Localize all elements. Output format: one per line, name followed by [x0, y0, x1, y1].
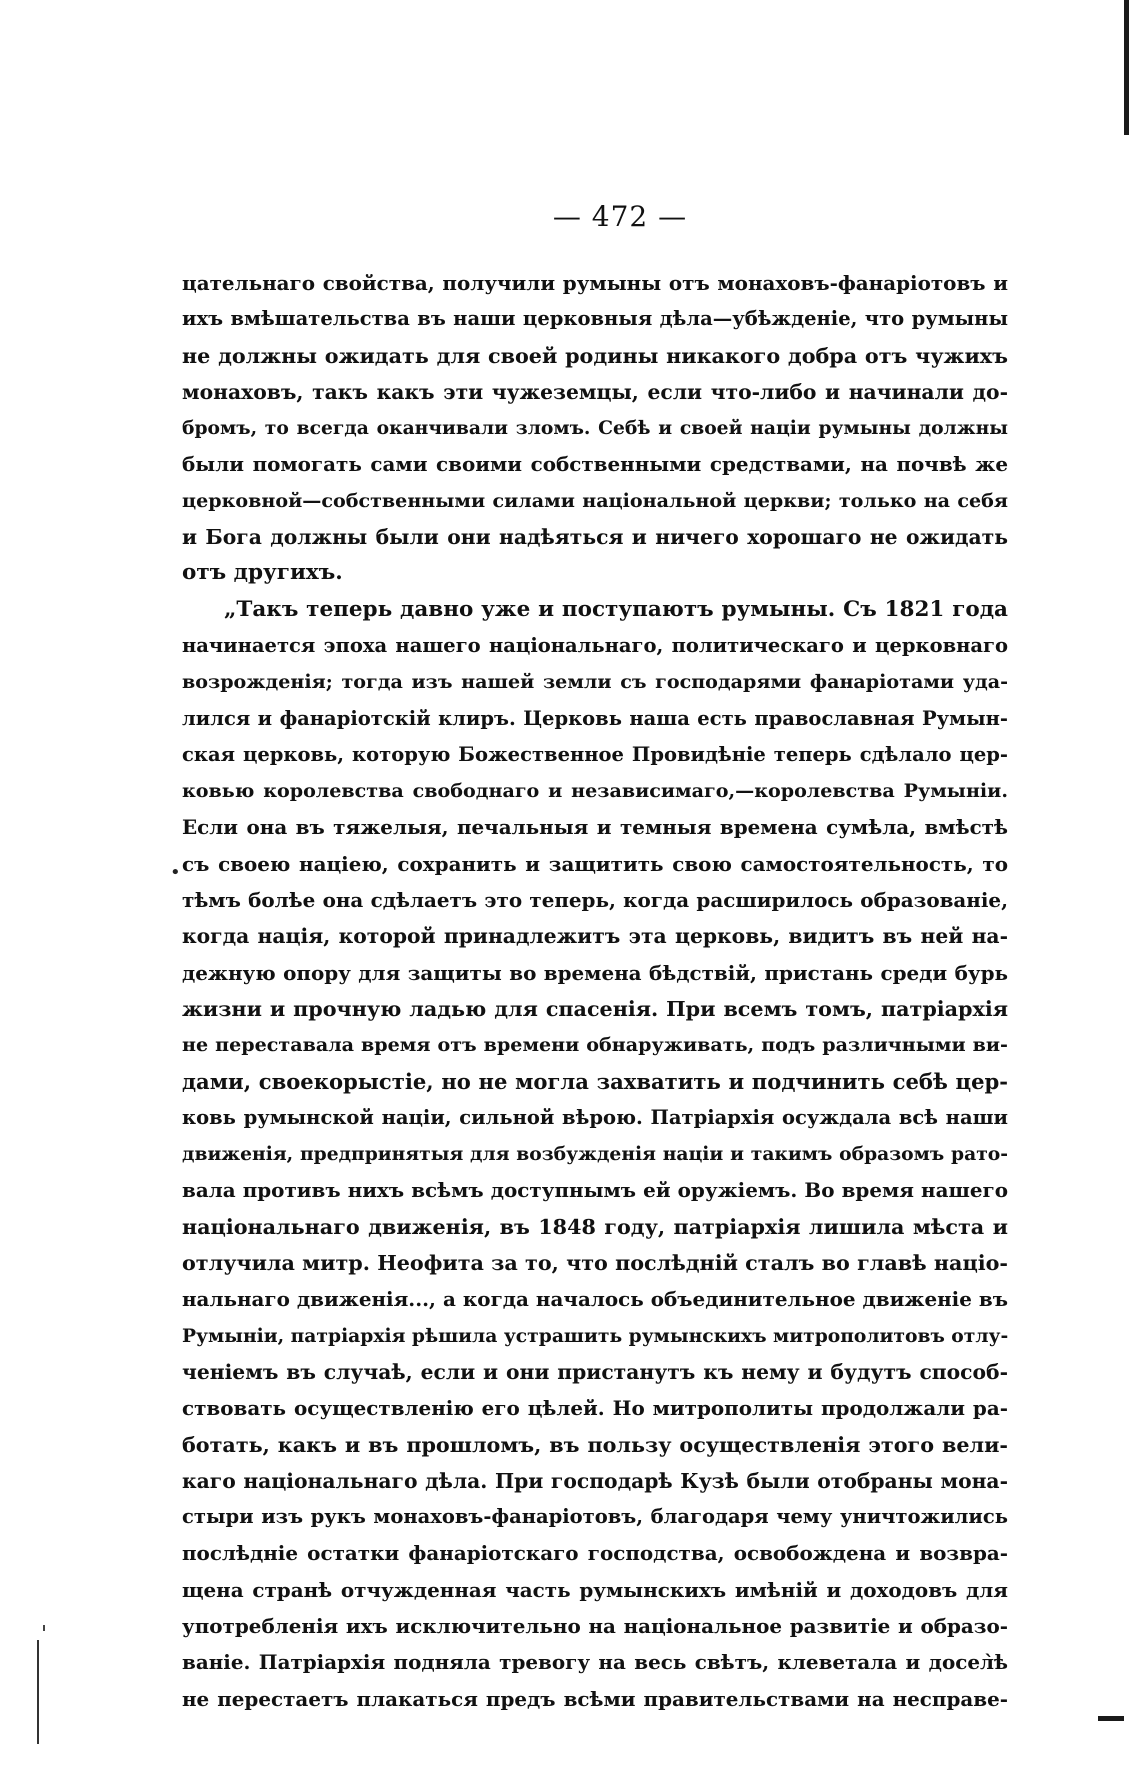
scan-edge-mark: [37, 1640, 39, 1744]
text-line: ваніе. Патріархія подняла тревогу на весь свѣтъ, клеветала и досел̀ѣ: [182, 1650, 1008, 1675]
text-line: монаховъ, такъ какъ эти чужеземцы, если что-либо и начинали до-: [182, 379, 1008, 404]
text-line: были помогать сами своими собственными средствами, на почвѣ же: [182, 452, 1008, 477]
text-line: вала противъ нихъ всѣмъ доступнымъ ей оружіемъ. Во время нашего: [182, 1178, 1008, 1203]
text-line: возрожденія; тогда изъ нашей земли съ господарями фанаріотами уда-: [182, 670, 1008, 694]
text-line: послѣдніе остатки фанаріотскаго господства, освобождена и возвра-: [182, 1541, 1008, 1566]
text-line: бромъ, то всегда оканчивали зломъ. Себѣ и своей націи румыны должны: [182, 417, 1008, 440]
text-line: движенія, предпринятыя для возбужденія націи и такимъ образомъ рато-: [182, 1143, 1008, 1166]
scan-edge-mark: [1124, 0, 1129, 135]
text-line: ихъ вмѣшательства въ наши церковныя дѣла—убѣжденіе, что румыны: [182, 307, 1008, 331]
text-line: жизни и прочную ладью для спасенія. При всемъ томъ, патріархія: [182, 996, 1008, 1021]
text-line: нальнаго движенія..., а когда началось объединительное движеніе въ: [182, 1287, 1008, 1312]
text-line: ботать, какъ и въ прошломъ, въ пользу осуществленія этого вели-: [182, 1432, 1008, 1457]
body-text: [182, 265, 1008, 1717]
page-number: — 472 —: [552, 200, 688, 233]
text-line: и Бога должны были они надѣяться и ничего хорошаго не ожидать: [182, 525, 1008, 550]
text-line: національнаго движенія, въ 1848 году, патріархія лишила мѣста и: [182, 1214, 1008, 1239]
text-line: ковью королевства свободнаго и независимаго,—королевства Румыніи.: [182, 779, 1008, 803]
text-line: ковь румынской націи, сильной вѣрою. Патріархія осуждала всѣ наши: [182, 1105, 1008, 1129]
text-line: каго національнаго дѣла. При господарѣ Кузѣ были отобраны мона-: [182, 1468, 1008, 1493]
text-line: „Такъ теперь давно уже и поступаютъ румыны. Съ 1821 года: [224, 596, 1008, 622]
text-line: лился и фанаріотскій клиръ. Церковь наша есть православная Румын-: [182, 706, 1008, 730]
scan-edge-mark: [1098, 1716, 1124, 1721]
text-line: тѣмъ болѣе она сдѣлаетъ это теперь, когда расширилось образованіе,: [182, 888, 1008, 913]
text-line: отъ другихъ.: [182, 560, 343, 586]
text-line: начинается эпоха нашего національнаго, политическаго и церковнаго: [182, 633, 1008, 657]
text-line: ченіемъ въ случаѣ, если и они пристанутъ къ нему и будутъ способ-: [182, 1359, 1008, 1384]
text-line: отлучила митр. Неофита за то, что послѣдній сталъ во главѣ націо-: [182, 1251, 1008, 1276]
scan-edge-mark: [43, 1625, 45, 1631]
text-line: съ своею націею, сохранить и защитить свою самостоятельность, то: [182, 851, 1008, 876]
text-line: не перестаетъ плакаться предъ всѣми правительствами на несправе-: [182, 1686, 1008, 1711]
text-line: употребленія ихъ исключительно на національное развитіе и образо-: [182, 1613, 1008, 1638]
text-line: щена странѣ отчужденная часть румынскихъ имѣній и доходовъ для: [182, 1577, 1008, 1602]
text-line: дежную опору для защиты во времена бѣдствій, пристань среди бурь: [182, 960, 1008, 985]
text-line: церковной—собственными силами національной церкви; только на себя: [182, 488, 1008, 512]
text-line: ствовать осуществленію его цѣлей. Но митрополиты продолжали ра-: [182, 1396, 1008, 1421]
text-line: когда нація, которой принадлежитъ эта церковь, видитъ въ ней на-: [182, 924, 1008, 949]
text-line: не переставала время отъ времени обнаруживать, подъ различными ви-: [182, 1033, 1008, 1057]
text-line: стыри изъ рукъ монаховъ-фанаріотовъ, благодаря чему уничтожились: [182, 1505, 1008, 1529]
text-line: ская церковь, которую Божественное Провидѣніе теперь сдѣлало цер-: [182, 742, 1008, 766]
text-line: не должны ожидать для своей родины никакого добра отъ чужихъ: [182, 343, 1008, 368]
text-line: Если она въ тяжелыя, печальныя и темныя времена сумѣла, вмѣстѣ: [182, 815, 1008, 840]
margin-mark: •: [170, 862, 181, 883]
text-line: Румыніи, патріархія рѣшила устрашить румынскихъ митрополитовъ отлу-: [182, 1324, 1008, 1347]
text-line: цательнаго свойства, получили румыны отъ монаховъ-фанаріотовъ и: [182, 271, 1008, 295]
text-line: дами, своекорыстіе, но не могла захватить и подчинить себѣ цер-: [182, 1068, 1008, 1094]
